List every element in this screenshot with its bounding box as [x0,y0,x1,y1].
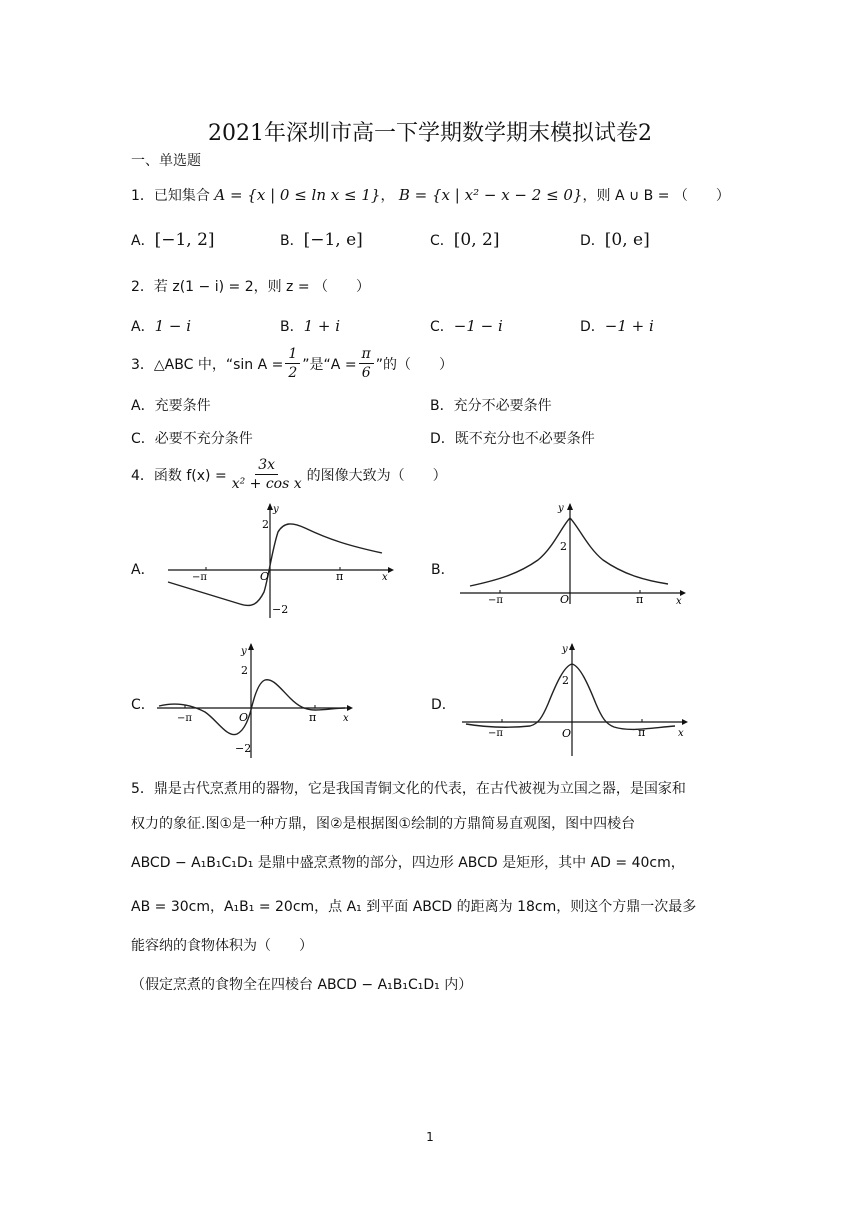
question-3-stem [131,345,453,382]
x-axis-arrow [682,719,688,725]
question-1-stem: 1．已知集合 A = {x | 0 ≤ ln x ≤ 1}， B = {x | x² − x − 2 ≤ 0}，则 A ∪ B = （ ） [131,186,730,204]
tick-neg-2: −2 [235,742,252,755]
q1-option-b [280,230,363,250]
option-label: C． [131,431,155,447]
origin-label: O [562,727,572,740]
q1-option-c [430,230,500,250]
q1-option-a [131,230,215,250]
section-heading: 一、单选题 [131,153,201,169]
y-axis-arrow [248,643,254,650]
tick-pi: π [638,726,646,739]
q4-label-a: A． [131,562,155,578]
q1-set-b: B = {x | x² − x − 2 ≤ 0} [398,186,583,204]
q3-fraction-pi-six [359,345,374,382]
option-value: [0, e] [604,230,650,250]
q4-label-c: C． [131,697,155,713]
fraction-denominator: x² + cos x [231,476,302,492]
option-value: 充分不必要条件 [453,398,552,414]
q1-set-a: A = {x | 0 ≤ ln x ≤ 1} [214,186,381,204]
q5-line-4: AB = 30cm，A₁B₁ = 20cm，点 A₁ 到平面 ABCD 的距离为 18cm，则这个方鼎一次最多 [131,899,697,915]
function-curve [159,680,345,735]
graph-b [458,500,688,620]
y-label: y [241,646,247,657]
option-value: 必要不充分条件 [154,431,253,447]
question-4-stem [131,456,447,493]
tick-pi: π [309,711,317,724]
fraction-numerator: 3x [255,456,278,475]
q2-option-d [580,316,654,336]
x-label: x [343,713,349,724]
y-label: y [558,503,564,514]
tick-neg-pi: −π [177,713,192,724]
y-label: y [273,504,279,515]
question-2-stem: 2．若 z(1 − i) = 2，则 z = （ ） [131,279,371,295]
tick-neg-2: −2 [272,603,289,616]
q5-line-5: 能容纳的食物体积为（ ） [131,938,313,954]
q4-label-b: B． [431,562,455,578]
q5-note: （假定烹煮的食物全在四棱台 ABCD − A₁B₁C₁D₁ 内） [131,977,473,993]
option-label: D． [580,319,605,335]
tick-2: 2 [241,664,248,677]
q4-label-d: D． [431,697,456,713]
x-axis-arrow [347,705,353,711]
option-value: [−1, 2] [154,230,215,250]
fraction-numerator: 1 [285,345,300,364]
x-label: x [676,596,682,607]
q3-suffix: ”的（ ） [375,356,454,373]
q4-fraction [229,456,305,493]
option-value: 充要条件 [154,398,211,414]
function-curve [470,518,668,586]
option-value: [0, 2] [453,230,500,250]
q1-option-d [580,230,650,250]
function-curve [466,664,675,729]
q5-line-3: ABCD − A₁B₁C₁D₁ 是鼎中盛烹煮物的部分，四边形 ABCD 是矩形，其中 AD = 40cm， [131,855,685,871]
option-label: A． [131,233,155,249]
fraction-numerator: π [359,345,374,364]
page-title: 2021年深圳市高一下学期数学期末模拟试卷2 [208,121,652,146]
function-curve [168,524,382,606]
option-value: −1 − i [453,317,503,335]
x-label: x [382,572,388,583]
origin-label: O [260,570,270,583]
q2-option-b [280,316,340,336]
q2-option-c [430,316,503,336]
tick-neg-pi: −π [192,572,207,583]
tick-2: 2 [560,540,567,553]
x-axis-arrow [388,567,394,573]
page-number: 1 [426,1130,434,1144]
fraction-denominator: 6 [361,365,371,381]
option-label: B． [280,233,304,249]
option-label: D． [580,233,605,249]
option-label: C． [430,233,454,249]
q4-prefix: 4．函数 f(x) = [131,467,227,484]
y-label: y [562,644,568,655]
q5-line-2: 权力的象征.图①是一种方鼎，图②是根据图①绘制的方鼎简易直观图，图中四棱台 [131,816,636,832]
q5-line-1: 5．鼎是古代烹煮用的器物，它是我国青铜文化的代表，在古代被视为立国之器，是国家和 [131,781,686,797]
origin-label: O [560,593,570,606]
y-axis-arrow [567,503,573,510]
option-label: D． [430,431,455,447]
tick-pi: π [336,570,344,583]
option-label: A． [131,398,155,414]
y-axis-arrow [569,643,575,650]
tick-neg-pi: −π [488,728,503,739]
q2-option-a [131,316,191,336]
origin-label: O [239,711,249,724]
q1-stem-pre: 1．已知集合 [131,188,210,204]
option-value: 既不充分也不必要条件 [454,431,595,447]
option-label: A． [131,319,155,335]
option-label: B． [430,398,454,414]
q1-stem-post: ，则 A ∪ B = （ ） [582,188,730,204]
option-value: [−1, e] [303,230,363,250]
tick-2: 2 [262,518,269,531]
option-value: 1 − i [154,317,192,335]
q3-prefix: 3．△ABC 中，“sin A = [131,356,284,373]
fraction-denominator: 2 [288,365,298,381]
q3-option-d [430,428,595,448]
q3-option-b [430,395,552,415]
graph-c [155,638,360,763]
graph-a [160,500,395,620]
tick-2: 2 [562,674,569,687]
q4-suffix: 的图像大致为（ ） [306,467,447,484]
q3-fraction-half [285,345,300,382]
q3-option-a [131,395,211,415]
tick-pi: π [636,593,644,606]
option-label: B． [280,319,304,335]
tick-neg-pi: −π [488,595,503,606]
option-value: −1 + i [604,317,654,335]
graph-d [460,638,690,760]
q3-option-c [131,428,253,448]
x-label: x [678,728,684,739]
option-label: C． [430,319,454,335]
option-value: 1 + i [303,317,341,335]
q3-middle: ”是“A = [302,356,357,373]
